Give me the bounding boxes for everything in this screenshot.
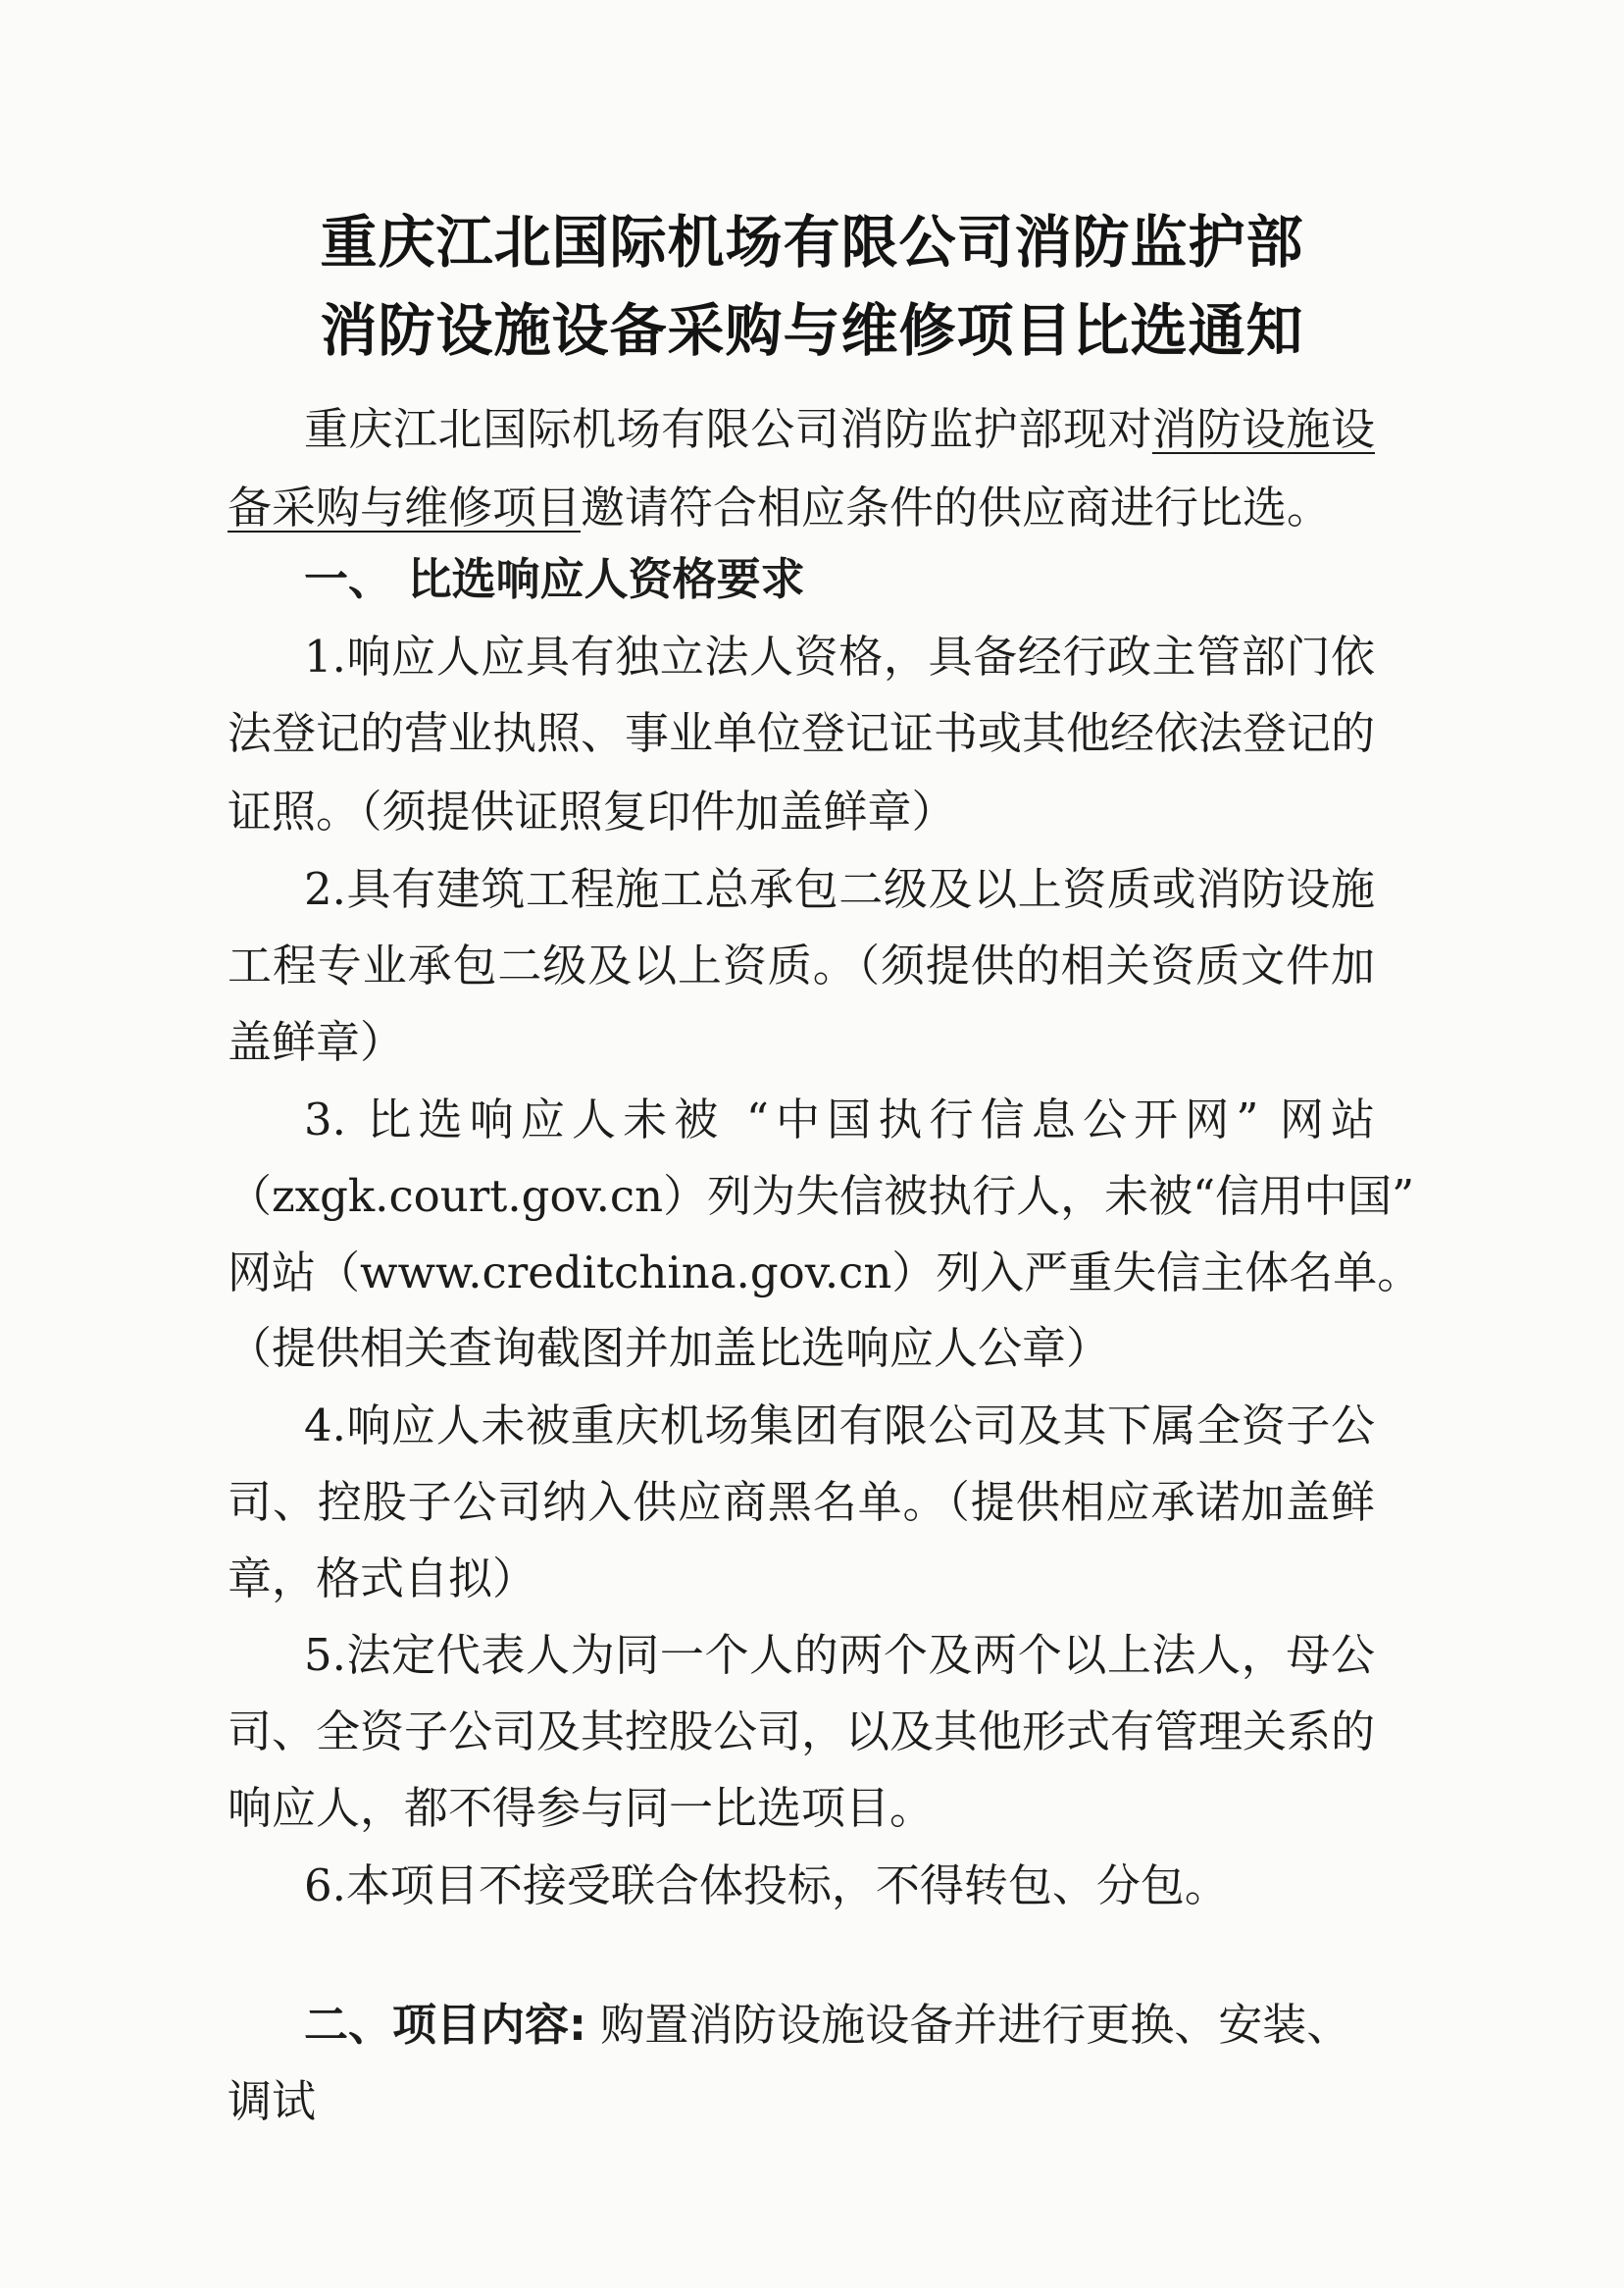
intro-line-1 — [304, 403, 1375, 456]
item-1-line-3: 证照。（须提供证照复印件加盖鲜章） — [228, 786, 956, 838]
section-2-line-2: 调试 — [228, 2075, 317, 2127]
item-3-line-3: 网站（www.creditchina.gov.cn）列入严重失信主体名单。 — [228, 1246, 1422, 1298]
intro-text: 重庆江北国际机场有限公司消防监护部现对 — [304, 403, 1152, 455]
item-1-line-2: 法登记的营业执照、事业单位登记证书或其他经依法登记的 — [228, 707, 1376, 759]
item-4-line-1: 4.响应人未被重庆机场集团有限公司及其下属全资子公 — [304, 1399, 1375, 1451]
intro-line-2 — [228, 482, 1375, 534]
item-3-line-2: （zxgk.court.gov.cn）列为失信被执行人，未被“信用中国” — [228, 1170, 1415, 1222]
document-title-line-1: 重庆江北国际机场有限公司消防监护部 — [320, 209, 1304, 276]
item-5-line-2: 司、全资子公司及其控股公司，以及其他形式有管理关系的 — [228, 1705, 1376, 1757]
intro-text-cont: 邀请符合相应条件的供应商进行比选。 — [581, 482, 1332, 534]
section-1-heading: 一、 比选响应人资格要求 — [304, 553, 805, 605]
item-2-line-3: 盖鲜章） — [228, 1016, 405, 1068]
item-4-line-3: 章，格式自拟） — [228, 1552, 537, 1604]
document-title-line-2: 消防设施设备采购与维修项目比选通知 — [320, 297, 1304, 364]
item-2-line-1: 2.具有建筑工程施工总承包二级及以上资质或消防设施 — [304, 863, 1375, 915]
item-3-line-4: （提供相关查询截图并加盖比选响应人公章） — [228, 1322, 1111, 1374]
item-1-line-1: 1.响应人应具有独立法人资格，具备经行政主管部门依 — [304, 631, 1375, 683]
project-name-underlined-cont: 备采购与维修项目 — [228, 482, 582, 534]
item-4-line-2: 司、控股子公司纳入供应商黑名单。（提供相应承诺加盖鲜 — [228, 1476, 1375, 1528]
item-5-line-1: 5.法定代表人为同一个人的两个及两个以上法人，母公 — [304, 1629, 1375, 1681]
item-3-line-1: 3. 比选响应人未被 “中国执行信息公开网” 网站 — [304, 1093, 1375, 1145]
item-5-line-3: 响应人，都不得参与同一比选项目。 — [228, 1782, 935, 1834]
section-2-text: 购置消防设施设备并进行更换、安装、 — [586, 1999, 1351, 2051]
item-2-line-2: 工程专业承包二级及以上资质。（须提供的相关资质文件加 — [228, 940, 1375, 991]
section-2-line-1 — [304, 1999, 1451, 2052]
section-2-heading: 二、项目内容: — [304, 1999, 586, 2051]
item-6-line-1: 6.本项目不接受联合体投标，不得转包、分包。 — [304, 1859, 1229, 1911]
project-name-underlined: 消防设施设 — [1151, 403, 1375, 455]
